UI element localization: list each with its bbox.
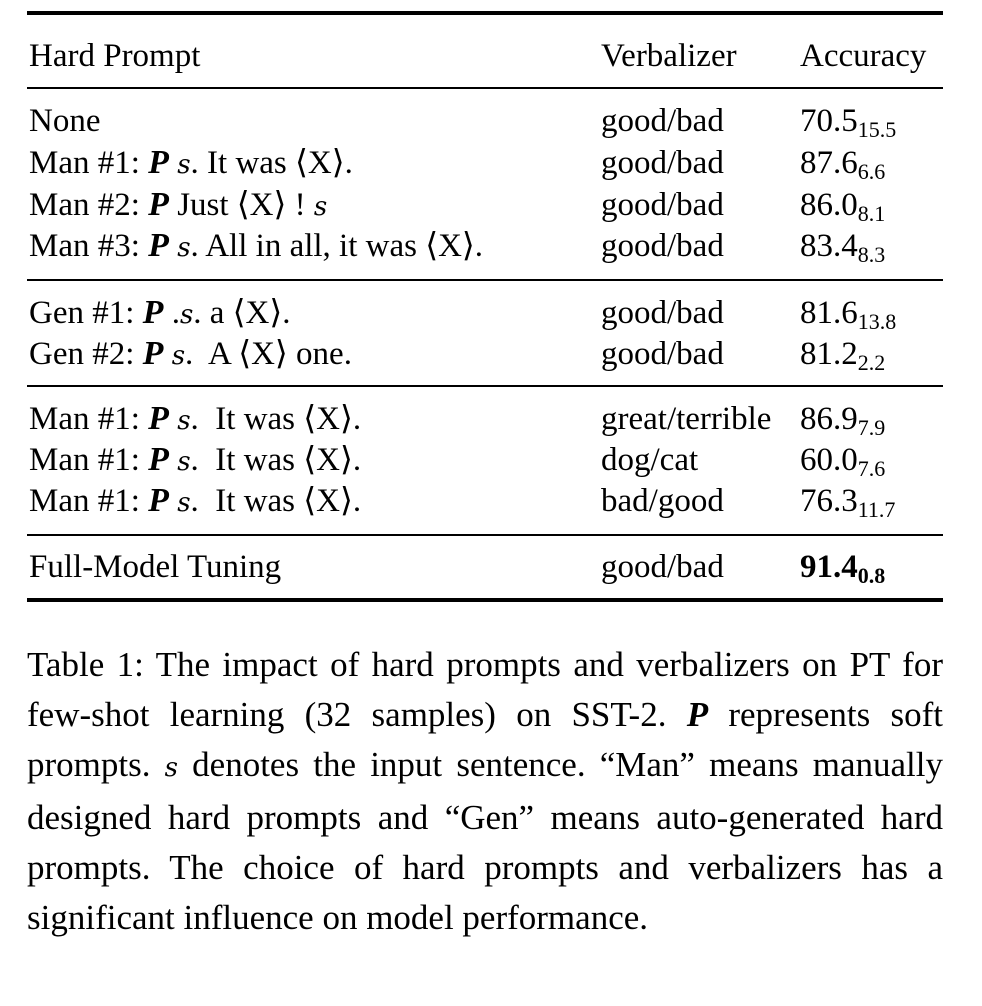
hard-prompt-cell (29, 480, 361, 524)
accuracy-std: 2.2 (857, 350, 886, 375)
verbalizer-cell: good/bad (601, 187, 724, 223)
accuracy-std: 8.1 (857, 201, 886, 226)
table-row (27, 100, 943, 142)
hard-prompt-cell (29, 100, 100, 142)
sentence-symbol: s (177, 233, 191, 263)
accuracy-cell (800, 142, 885, 184)
hard-prompt-cell (29, 439, 361, 483)
accuracy-mean: 83.4 (800, 228, 858, 264)
text-segment (169, 228, 177, 264)
text-segment: . It was ⟨X⟩. (190, 401, 362, 437)
text-segment: . A ⟨X⟩ one. (185, 336, 352, 372)
accuracy-mean: 87.6 (800, 145, 858, 181)
bottom-rule (27, 598, 943, 602)
header-rule (27, 87, 943, 89)
sentence-symbol: s (313, 192, 328, 222)
text-segment: . It was ⟨X⟩. (190, 483, 362, 519)
hard-prompt-cell (29, 184, 327, 228)
text-segment: . a ⟨X⟩. (193, 295, 291, 331)
verbalizer-cell: good/bad (601, 549, 724, 585)
table-row (27, 142, 943, 184)
accuracy-std: 11.7 (857, 497, 896, 522)
accuracy-std: 7.9 (857, 415, 886, 440)
verbalizer-cell: good/bad (601, 336, 724, 372)
text-segment: . It was ⟨X⟩. (190, 145, 353, 181)
sentence-symbol: s (177, 447, 191, 477)
header-verbalizer: Verbalizer (601, 38, 737, 74)
text-segment (163, 336, 171, 372)
sentence-symbol: s (171, 341, 186, 371)
header-accuracy: Accuracy (800, 38, 927, 74)
text-segment: Gen #2: (29, 336, 143, 372)
group-rule (27, 385, 943, 387)
text-segment: None (29, 103, 101, 139)
accuracy-mean: 70.5 (800, 103, 858, 139)
accuracy-cell (800, 225, 885, 267)
accuracy-cell (800, 333, 885, 375)
sentence-symbol: s (164, 753, 178, 783)
accuracy-std: 13.8 (857, 309, 897, 334)
verbalizer-cell: good/bad (601, 103, 724, 139)
accuracy-mean: 60.0 (800, 442, 858, 478)
sentence-symbol: s (177, 406, 191, 436)
accuracy-std: 0.8 (857, 563, 886, 588)
soft-prompt-symbol: P (148, 227, 169, 264)
hard-prompt-cell (29, 225, 483, 269)
accuracy-cell (800, 398, 885, 440)
accuracy-mean: 76.3 (800, 483, 858, 519)
sentence-symbol: s (177, 488, 191, 518)
table-row (27, 333, 943, 375)
text-segment: denotes the input sentence. “Man” means manually designed hard prompts and “Gen” means auto-generated hard prompts. The choice of hard prompts and verbalizers has a significant influence on model performance. (27, 745, 943, 937)
accuracy-cell (800, 100, 896, 142)
accuracy-std: 7.6 (857, 456, 886, 481)
soft-prompt-symbol: P (148, 482, 169, 519)
text-segment: Man #1: (29, 442, 149, 478)
text-segment (169, 401, 177, 437)
group-rule (27, 279, 943, 281)
accuracy-std: 15.5 (857, 117, 897, 142)
soft-prompt-symbol: P (148, 144, 169, 181)
hard-prompt-cell (29, 292, 291, 336)
soft-prompt-symbol: P (142, 294, 164, 331)
table-row (27, 546, 943, 588)
accuracy-cell (800, 480, 895, 522)
text-segment: . (163, 295, 180, 331)
table-row (27, 225, 943, 267)
text-segment: Man #1: (29, 401, 149, 437)
group-rule (27, 534, 943, 536)
text-segment (169, 483, 177, 519)
verbalizer-cell: good/bad (601, 228, 724, 264)
text-segment: represents soft prompts. (27, 695, 943, 784)
accuracy-cell (800, 184, 885, 226)
table-row (27, 480, 943, 522)
accuracy-cell (800, 546, 885, 588)
header-row (27, 35, 943, 77)
accuracy-mean: 86.0 (800, 187, 858, 223)
accuracy-mean: 86.9 (800, 401, 858, 437)
accuracy-mean: 81.6 (800, 295, 858, 331)
accuracy-cell (800, 292, 896, 334)
verbalizer-cell: dog/cat (601, 442, 699, 478)
hard-prompt-cell (29, 333, 352, 377)
text-segment: Man #2: (29, 187, 149, 223)
accuracy-mean: 81.2 (800, 336, 858, 372)
soft-prompt-symbol: P (148, 441, 169, 478)
sentence-symbol: s (177, 150, 191, 180)
header-hard-prompt: Hard Prompt (29, 38, 201, 74)
accuracy-mean: 91.4 (800, 549, 858, 585)
hard-prompt-cell (29, 142, 353, 186)
accuracy-std: 6.6 (857, 159, 886, 184)
text-segment (169, 442, 177, 478)
accuracy-std: 8.3 (857, 242, 886, 267)
text-segment: Man #1: (29, 483, 149, 519)
text-segment: Gen #1: (29, 295, 143, 331)
hard-prompt-cell (29, 546, 281, 588)
soft-prompt-symbol: P (686, 695, 709, 734)
soft-prompt-symbol: P (142, 335, 164, 372)
text-segment: Man #3: (29, 228, 149, 264)
table-row (27, 398, 943, 440)
soft-prompt-symbol: P (148, 400, 169, 437)
text-segment: . It was ⟨X⟩. (190, 442, 362, 478)
text-segment: Full-Model Tuning (29, 549, 282, 585)
accuracy-cell (800, 439, 885, 481)
sentence-symbol: s (179, 300, 194, 330)
verbalizer-cell: bad/good (601, 483, 724, 519)
text-segment: Just ⟨X⟩ ! (168, 187, 314, 223)
verbalizer-cell: great/terrible (601, 401, 772, 437)
verbalizer-cell: good/bad (601, 145, 724, 181)
text-segment (169, 145, 177, 181)
text-segment: Man #1: (29, 145, 149, 181)
text-segment: . All in all, it was ⟨X⟩. (190, 228, 484, 264)
verbalizer-cell: good/bad (601, 295, 724, 331)
table-row (27, 184, 943, 226)
hard-prompt-cell (29, 398, 361, 442)
text-segment: Table 1: The impact of hard prompts and verbalizers on PT for few-shot learning (32 samples) on SST-2. (27, 645, 943, 734)
soft-prompt-symbol: P (148, 186, 169, 223)
top-rule (27, 11, 943, 15)
table-caption (27, 640, 943, 943)
table-row (27, 439, 943, 481)
table-row (27, 292, 943, 334)
